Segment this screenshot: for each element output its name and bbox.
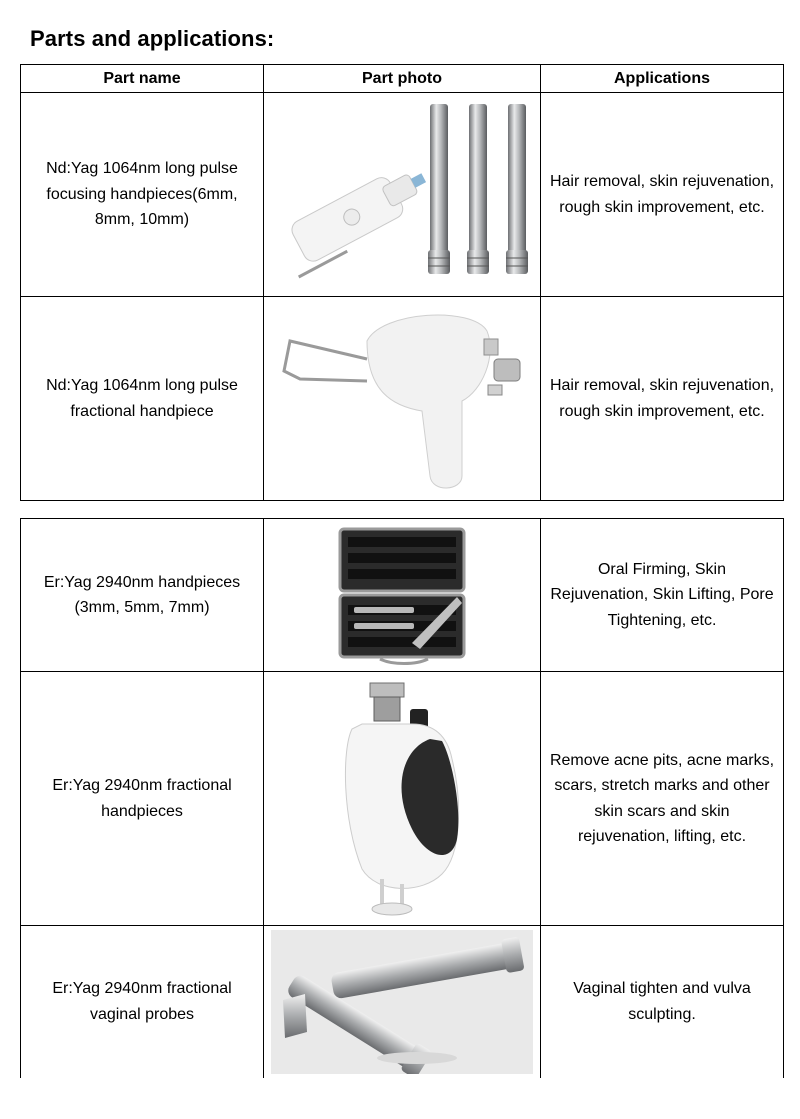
part-name: Er:Yag 2940nm fractional vaginal probes [52, 980, 232, 1023]
part-name: Nd:Yag 1064nm long pulse focusing handpieces(6mm, 8mm, 10mm) [46, 160, 238, 229]
fractional-handpiece-photo [272, 301, 532, 496]
focusing-handpieces-photo [272, 100, 532, 290]
table-row [21, 93, 784, 297]
parts-table-1 [20, 64, 784, 501]
er-yag-handpieces-case-photo [332, 525, 472, 665]
part-applications: Hair removal, skin rejuvenation, rough skin improvement, etc. [549, 377, 775, 420]
part-name: Nd:Yag 1064nm long pulse fractional handpiece [46, 377, 238, 420]
part-name: Er:Yag 2940nm handpieces (3mm, 5mm, 7mm) [43, 573, 241, 616]
table-row [21, 297, 784, 501]
parts-table-2 [20, 518, 784, 1078]
table-row [21, 926, 784, 1078]
vaginal-probes-photo [271, 930, 533, 1074]
part-applications: Remove acne pits, acne marks, scars, stretch marks and other skin scars and skin rejuvenation, lifting, etc. [549, 751, 775, 845]
table-row [21, 519, 784, 672]
part-applications: Vaginal tighten and vulva sculpting. [573, 980, 751, 1023]
header-part-photo: Part photo [264, 65, 541, 93]
header-part-name: Part name [21, 65, 264, 93]
header-applications: Applications [541, 65, 784, 93]
page-title: Parts and applications: [30, 26, 275, 51]
table-row [21, 672, 784, 926]
table-header-row [21, 65, 784, 93]
er-yag-fractional-handpiece-photo [322, 679, 482, 919]
part-applications: Oral Firming, Skin Rejuvenation, Skin Lifting, Pore Tightening, etc. [550, 560, 774, 629]
part-applications: Hair removal, skin rejuvenation, rough skin improvement, etc. [549, 173, 775, 216]
part-name: Er:Yag 2940nm fractional handpieces [52, 777, 232, 820]
